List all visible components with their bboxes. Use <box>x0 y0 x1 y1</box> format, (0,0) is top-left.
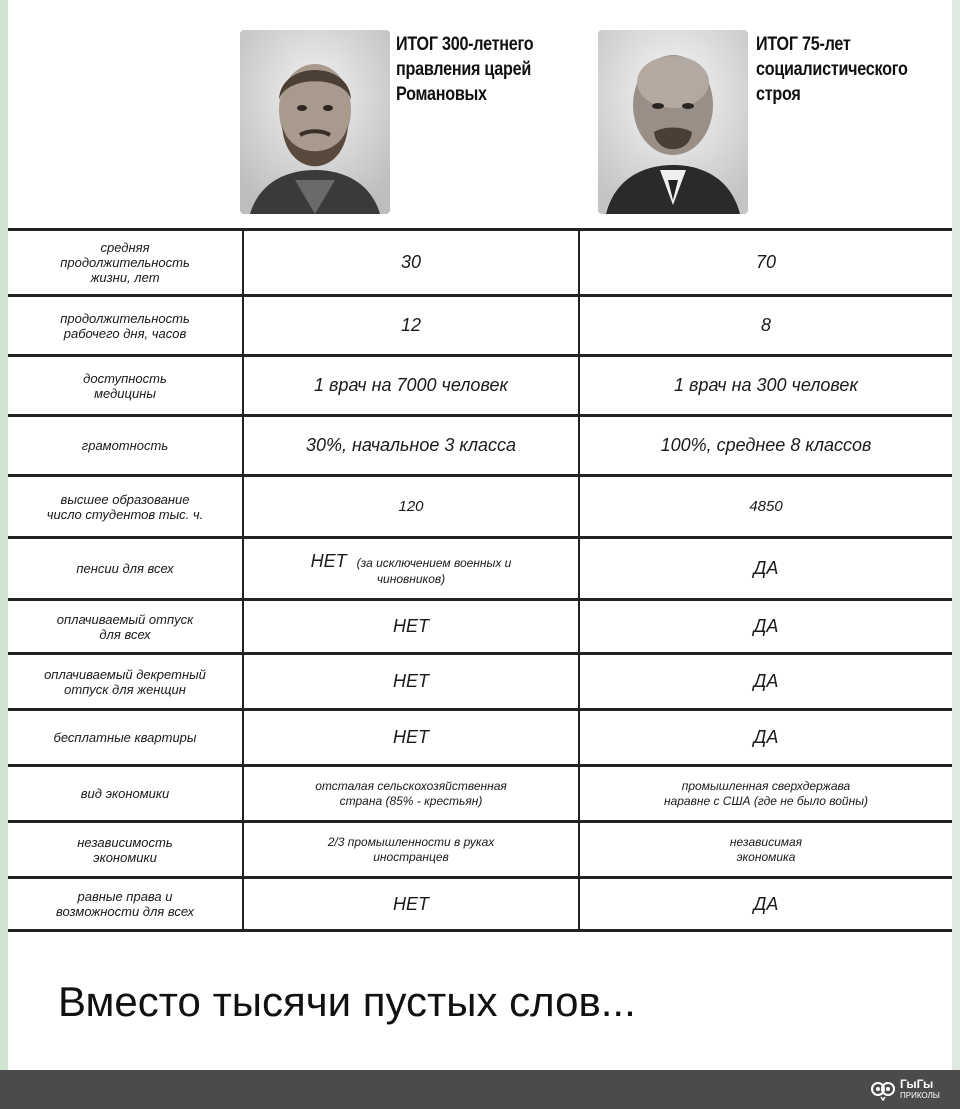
tsar-value-line: иностранцев <box>373 849 449 864</box>
row-label-line: продолжительность <box>60 255 190 270</box>
row-label <box>8 879 244 929</box>
row-label <box>8 417 244 474</box>
row-label <box>8 231 244 294</box>
table-row <box>8 764 952 820</box>
tsar-value <box>244 767 580 820</box>
row-label-line: равные права и <box>77 889 173 904</box>
row-label-line: оплачиваемый декретный <box>44 666 206 682</box>
meme-caption: Вместо тысячи пустых слов... <box>58 978 636 1025</box>
table-row <box>8 708 952 764</box>
row-label-line: возможности для всех <box>55 904 195 919</box>
row-label-line: число студентов тыс. ч. <box>46 506 204 522</box>
row-label <box>8 711 244 764</box>
row-label-line: независимость <box>77 834 173 850</box>
row-label-line: жизни, лет <box>90 270 160 285</box>
soviet-value: ДА <box>753 727 779 747</box>
tsar-value: 1 врач на 7000 человек <box>244 357 580 414</box>
tsar-value: НЕТ <box>244 655 580 708</box>
tsar-title-line: правления царей <box>396 59 532 80</box>
tsar-value-line: страна (85% - крестьян) <box>339 793 483 808</box>
tsar-value: 120 <box>244 477 580 536</box>
row-label <box>8 297 244 354</box>
tsar-value: 12 <box>244 297 580 354</box>
row-label-line: вид экономики <box>80 786 170 801</box>
tsar-value-note-cont: чиновников) <box>376 572 446 586</box>
row-label-line: грамотность <box>81 438 169 453</box>
lenin-portrait <box>598 30 748 214</box>
soviet-value: ДА <box>753 671 779 691</box>
row-label <box>8 477 244 536</box>
soviet-value-line: наравне с США (где не было войны) <box>663 793 869 808</box>
lenin-portrait-image <box>598 30 748 214</box>
right-edge-strip <box>952 0 960 1070</box>
row-label-line: бесплатные квартиры <box>53 730 197 745</box>
tsar-title-line: Романовых <box>396 84 487 105</box>
bottom-bar <box>0 1070 960 1109</box>
row-label <box>8 823 244 876</box>
owl-icon <box>870 1077 896 1103</box>
watermark-subtitle: ПРИКОЛЫ <box>900 1091 940 1100</box>
table-row <box>8 474 952 536</box>
poster-header <box>8 0 952 226</box>
soviet-value: ДА <box>753 616 779 636</box>
tsar-portrait-image <box>240 30 390 214</box>
table-row <box>8 354 952 414</box>
row-label-line: рабочего дня, часов <box>63 325 187 341</box>
soviet-value: 4850 <box>749 498 783 515</box>
comparison-table <box>8 228 952 932</box>
tsar-portrait <box>240 30 390 214</box>
soviet-value: ДА <box>753 893 779 914</box>
soviet-title-line: социалистического <box>756 59 908 80</box>
soviet-era-title <box>756 32 908 107</box>
soviet-value <box>580 767 952 820</box>
row-label-line: высшее образование <box>60 491 190 507</box>
soviet-title-line: ИТОГ 75-лет <box>756 34 851 55</box>
tsar-value: НЕТ <box>244 711 580 764</box>
table-row <box>8 598 952 652</box>
tsar-value: НЕТ <box>244 601 580 652</box>
row-label-line: оплачиваемый отпуск <box>56 611 194 627</box>
tsar-value: 30 <box>244 231 580 294</box>
table-row <box>8 536 952 598</box>
soviet-title-line: строя <box>756 84 801 105</box>
row-label-line: пенсии для всех <box>76 561 174 576</box>
row-label-line: для всех <box>99 626 151 642</box>
soviet-value: 8 <box>760 315 771 335</box>
soviet-value-line: экономика <box>736 849 796 864</box>
watermark-title: ГыГы <box>900 1077 934 1091</box>
tsar-value: 30%, начальное 3 класса <box>244 417 580 474</box>
tsar-value <box>244 539 580 598</box>
row-label-line: средняя <box>100 240 150 255</box>
soviet-value: 1 врач на 300 человек <box>674 375 858 395</box>
table-row <box>8 652 952 708</box>
soviet-value-line: промышленная сверхдержава <box>681 778 851 793</box>
tsar-value-line: отсталая сельскохозяйственная <box>315 778 507 793</box>
soviet-value: 70 <box>755 252 777 272</box>
row-label <box>8 539 244 598</box>
tsar-value-note: (за исключением военных и <box>356 556 512 570</box>
tsar-value: НЕТ <box>244 879 580 929</box>
row-label <box>8 601 244 652</box>
row-label <box>8 767 244 820</box>
row-label-line: экономики <box>93 849 157 865</box>
left-edge-strip <box>0 0 8 1070</box>
row-label-line: отпуск для женщин <box>64 681 186 697</box>
table-row <box>8 228 952 294</box>
row-label-line: продолжительность <box>60 310 190 326</box>
row-label-line: медицины <box>94 385 156 401</box>
soviet-value <box>580 823 952 876</box>
table-row <box>8 876 952 932</box>
tsar-value-main: НЕТ <box>310 551 347 571</box>
comparison-poster <box>8 0 952 1070</box>
soviet-value-line: независимая <box>729 834 803 849</box>
watermark <box>870 1076 950 1104</box>
soviet-value: 100%, среднее 8 классов <box>660 435 872 455</box>
table-row <box>8 294 952 354</box>
table-row <box>8 414 952 474</box>
row-label <box>8 357 244 414</box>
tsar-value <box>244 823 580 876</box>
row-label-line: доступность <box>83 370 167 386</box>
tsar-title-line: ИТОГ 300-летнего <box>396 34 534 55</box>
tsar-value-line: 2/3 промышленности в руках <box>327 834 495 849</box>
row-label <box>8 655 244 708</box>
soviet-value: ДА <box>753 558 779 578</box>
table-row <box>8 820 952 876</box>
tsar-era-title <box>396 32 533 107</box>
